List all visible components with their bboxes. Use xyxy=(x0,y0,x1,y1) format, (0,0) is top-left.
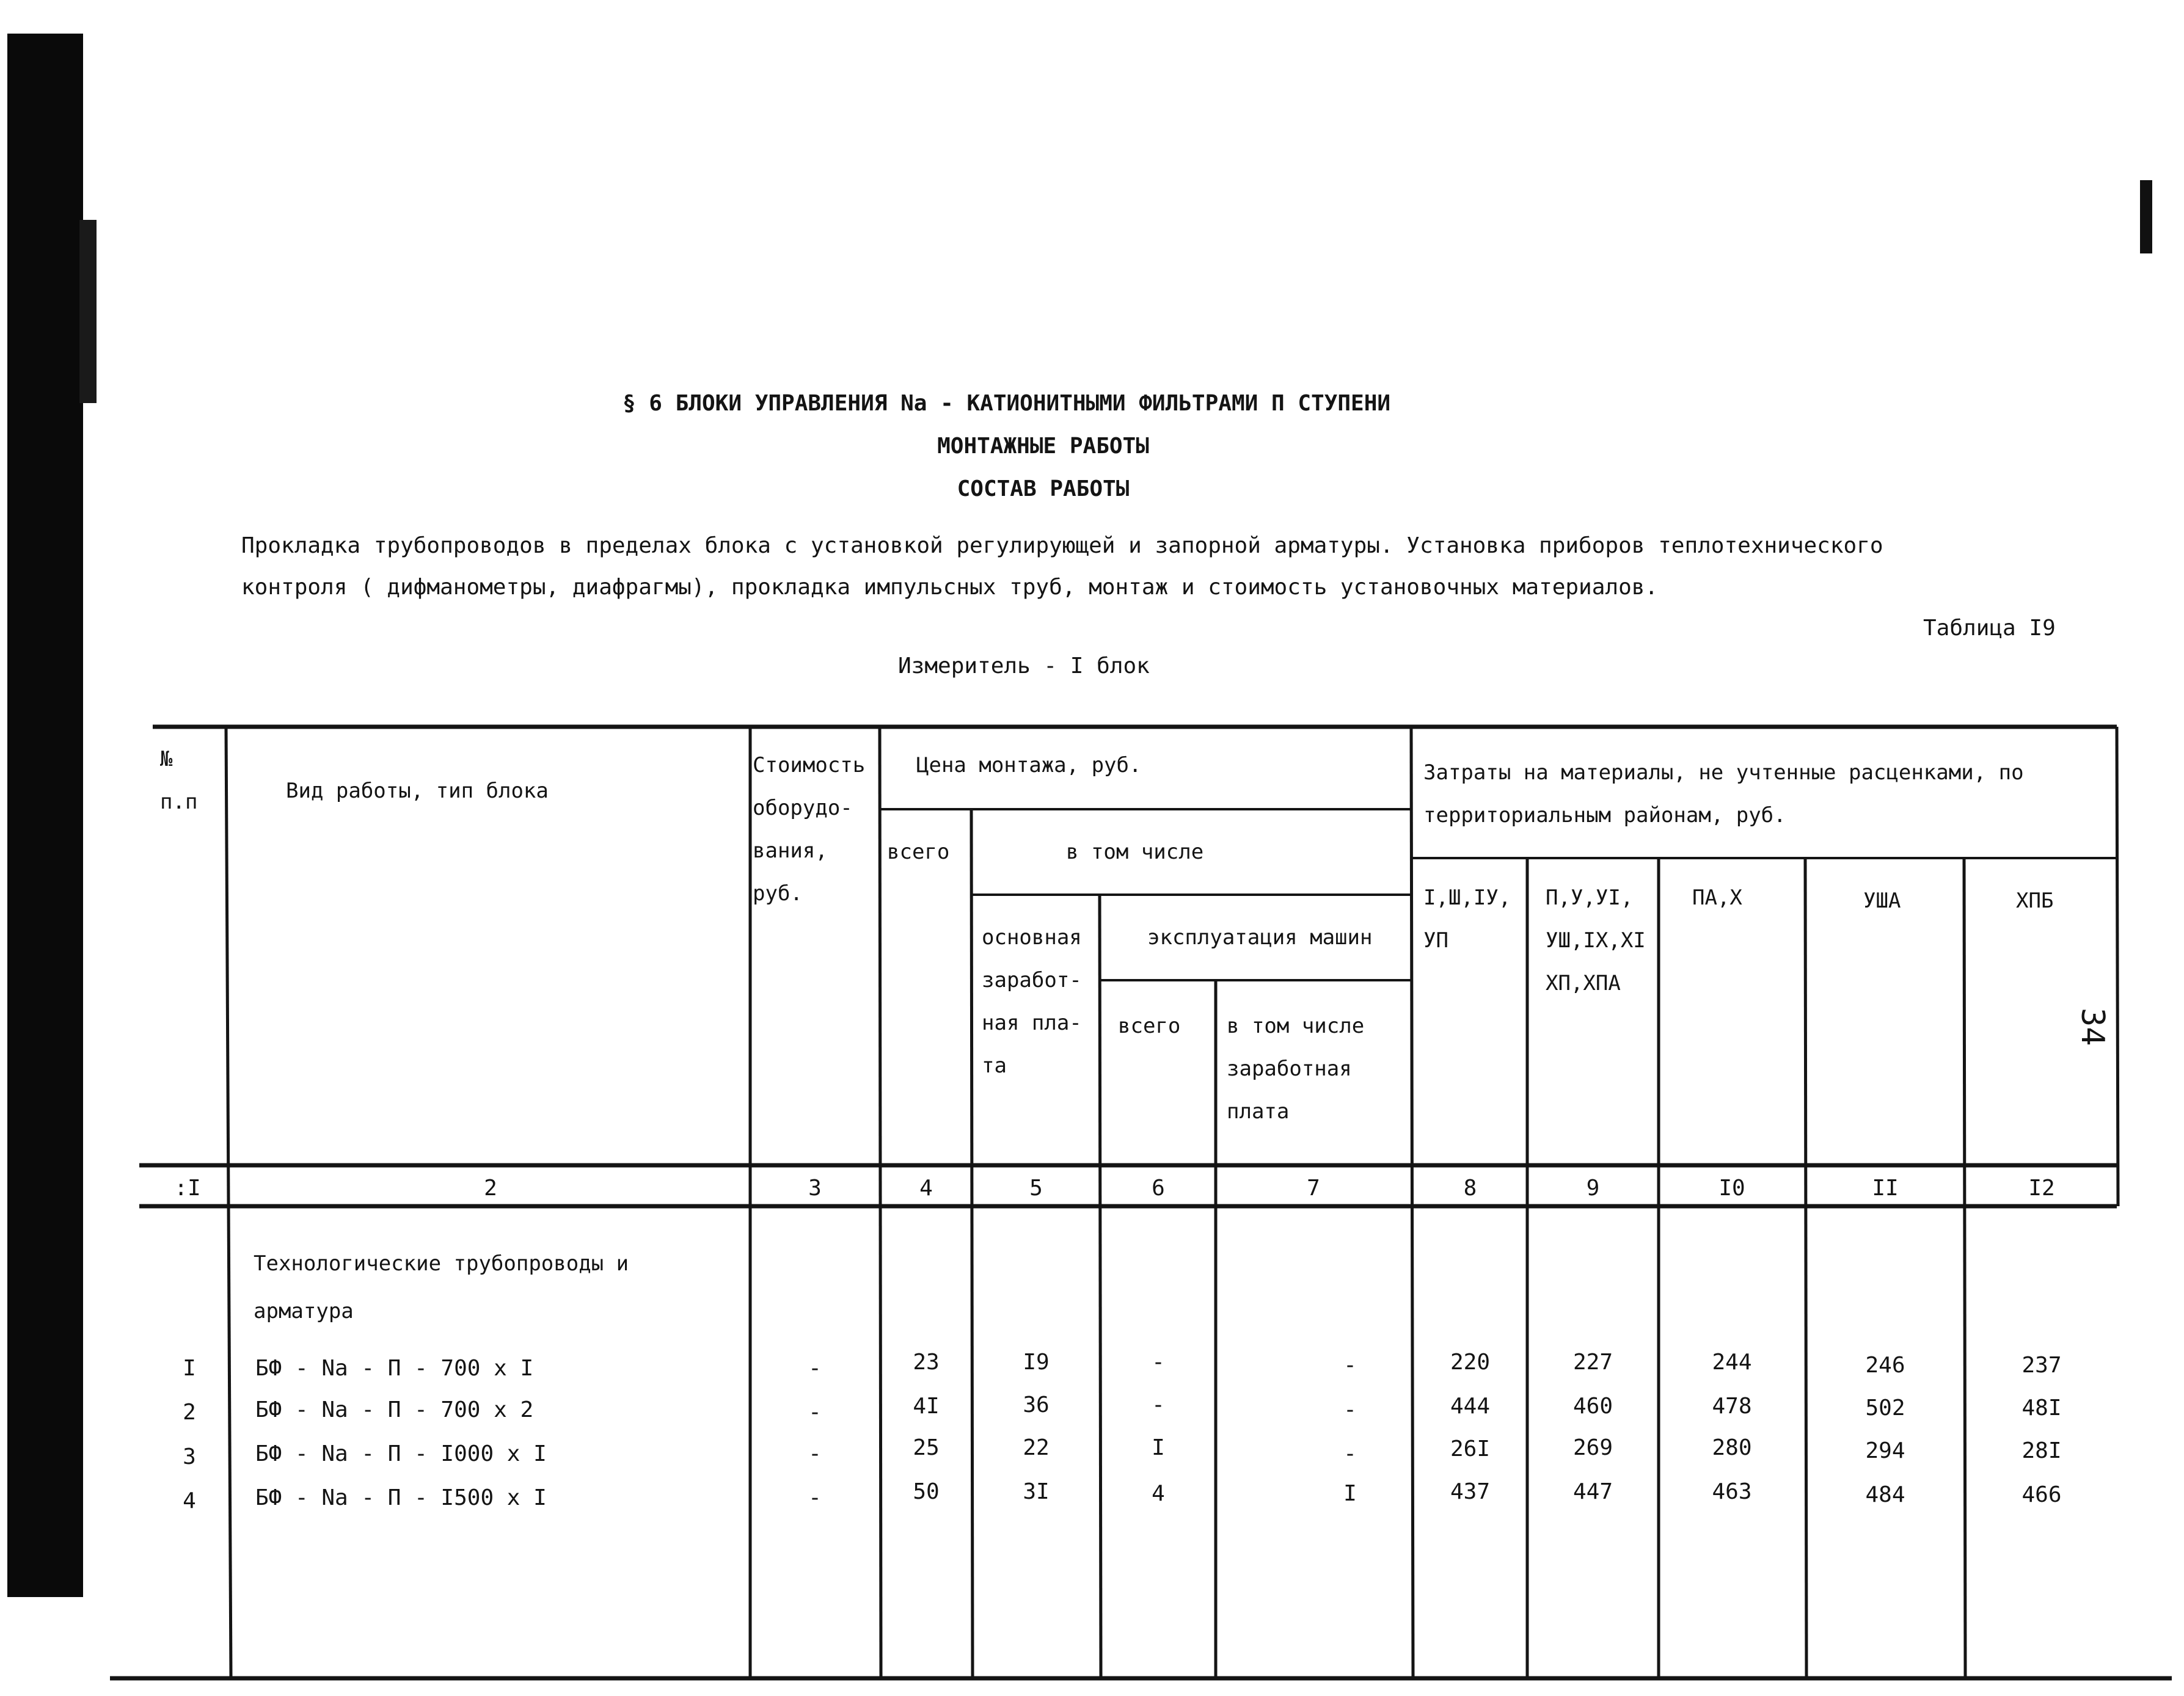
header-region-3: ПА,X xyxy=(1692,886,1742,910)
region-5-cost: 28I xyxy=(2021,1438,2062,1463)
column-number: 8 xyxy=(1463,1176,1477,1201)
equipment-cost: - xyxy=(808,1441,822,1466)
column-number: 5 xyxy=(1029,1176,1043,1201)
header-row-number: № п.п xyxy=(160,747,198,814)
block-type: БФ - Na - П - I000 x I xyxy=(255,1441,547,1466)
equipment-cost: - xyxy=(808,1356,822,1381)
machine-total: I xyxy=(1152,1435,1165,1460)
column-number: II xyxy=(1872,1176,1899,1201)
machine-salary: - xyxy=(1343,1441,1357,1466)
composition-heading: СОСТАВ РАБОТЫ xyxy=(957,476,1130,501)
column-number: 2 xyxy=(484,1176,497,1201)
region-5-cost: 48I xyxy=(2021,1396,2062,1421)
region-2-cost: 269 xyxy=(1572,1435,1613,1460)
work-type-heading: МОНТАЖНЫЕ РАБОТЫ xyxy=(937,434,1149,459)
header-region-4: УША xyxy=(1863,889,1901,913)
grid-line xyxy=(2117,727,2118,1206)
header-region-5: XПБ xyxy=(2016,889,2054,913)
header-machine-salary: в том числе заработная плата xyxy=(1227,1014,1365,1124)
row-number: 3 xyxy=(183,1444,196,1469)
region-1-cost: 26I xyxy=(1450,1436,1491,1461)
header-installation-price: Цена монтажа, руб. xyxy=(916,753,1142,777)
machine-salary: I xyxy=(1343,1481,1357,1506)
region-1-cost: 437 xyxy=(1450,1479,1491,1504)
region-4-cost: 246 xyxy=(1865,1353,1905,1378)
equipment-cost: - xyxy=(808,1400,822,1425)
page-number: 34 xyxy=(2074,1008,2111,1046)
column-number: I2 xyxy=(2028,1176,2055,1201)
equipment-cost: - xyxy=(808,1485,822,1510)
grid-line xyxy=(1805,858,1806,1678)
region-2-cost: 460 xyxy=(1572,1394,1613,1419)
region-4-cost: 502 xyxy=(1865,1396,1905,1421)
table-label: Таблица I9 xyxy=(1923,616,2056,641)
column-number: 6 xyxy=(1152,1176,1165,1201)
header-region-2: П,У,УI, УШ,IX,XI XП,XПА xyxy=(1546,886,1646,995)
column-number: 3 xyxy=(808,1176,822,1201)
base-salary: I9 xyxy=(1023,1350,1050,1375)
grid-line xyxy=(1100,895,1101,1678)
region-4-cost: 294 xyxy=(1865,1438,1905,1463)
region-5-cost: 237 xyxy=(2021,1353,2062,1378)
price-total: 23 xyxy=(913,1350,940,1375)
header-including: в том числе xyxy=(1066,840,1204,864)
measure-unit: Измеритель - I блок xyxy=(898,653,1150,679)
region-3-cost: 463 xyxy=(1712,1479,1752,1504)
column-number: :I xyxy=(174,1176,201,1201)
section-heading: § 6 БЛОКИ УПРАВЛЕНИЯ Na - КАТИОНИТНЫМИ ФИЛЬТРАМИ П СТУПЕНИ xyxy=(622,391,1391,416)
column-number: I0 xyxy=(1718,1176,1745,1201)
price-total: 50 xyxy=(913,1479,940,1504)
column-number: 9 xyxy=(1586,1176,1600,1201)
row-number: I xyxy=(183,1356,196,1381)
column-number: 4 xyxy=(919,1176,933,1201)
region-1-cost: 220 xyxy=(1450,1350,1491,1375)
region-2-cost: 447 xyxy=(1572,1479,1613,1504)
region-2-cost: 227 xyxy=(1572,1350,1613,1375)
price-total: 4I xyxy=(913,1394,940,1419)
machine-salary: - xyxy=(1343,1397,1357,1422)
row-number: 2 xyxy=(183,1400,196,1425)
region-4-cost: 484 xyxy=(1865,1482,1905,1507)
region-3-cost: 478 xyxy=(1712,1394,1752,1419)
base-salary: 36 xyxy=(1023,1392,1050,1418)
machine-total: - xyxy=(1152,1350,1165,1375)
region-1-cost: 444 xyxy=(1450,1394,1491,1419)
header-equipment-cost: Стоимость оборудо- вания, руб. xyxy=(753,753,866,906)
header-machine-total: всего xyxy=(1118,1014,1181,1038)
header-material-costs: Затраты на материалы, не учтенные расценками, по территориальным районам, руб. xyxy=(1423,760,2024,828)
header-region-1: I,Ш,IУ, УП xyxy=(1423,886,1511,953)
machine-total: - xyxy=(1152,1392,1165,1418)
header-price-total: всего xyxy=(887,840,950,864)
work-description: Прокладка трубопроводов в пределах блока с установкой регулирующей и запорной арматуры. Установка приборов теплотехнического контроля ( дифманометры, диафрагмы), прокладка импульсных труб, монтаж и стоимость установочных материалов. xyxy=(241,533,1883,600)
base-salary: 3I xyxy=(1023,1479,1050,1504)
grid-line xyxy=(1964,858,1965,1678)
block-type: БФ - Na - П - 700 x 2 xyxy=(255,1397,534,1422)
row-number: 4 xyxy=(183,1488,196,1513)
header-base-salary: основная заработ- ная пла- та xyxy=(982,925,1082,1078)
grid-line xyxy=(971,809,973,1678)
region-3-cost: 280 xyxy=(1712,1435,1752,1460)
section-label: Технологические трубопроводы и арматура xyxy=(254,1251,629,1323)
header-work-type: Вид работы, тип блока xyxy=(286,779,549,803)
machine-total: 4 xyxy=(1152,1481,1165,1506)
block-type: БФ - Na - П - I500 x I xyxy=(255,1485,547,1510)
machine-salary: - xyxy=(1343,1353,1357,1378)
block-type: БФ - Na - П - 700 x I xyxy=(255,1356,534,1381)
price-total: 25 xyxy=(913,1435,940,1460)
header-machine-operation: эксплуатация машин xyxy=(1147,925,1373,950)
grid-line xyxy=(1411,727,1413,1678)
region-3-cost: 244 xyxy=(1712,1350,1752,1375)
grid-line xyxy=(226,727,231,1678)
region-5-cost: 466 xyxy=(2021,1482,2062,1507)
column-number: 7 xyxy=(1307,1176,1320,1201)
base-salary: 22 xyxy=(1023,1435,1050,1460)
grid-line xyxy=(880,727,881,1678)
